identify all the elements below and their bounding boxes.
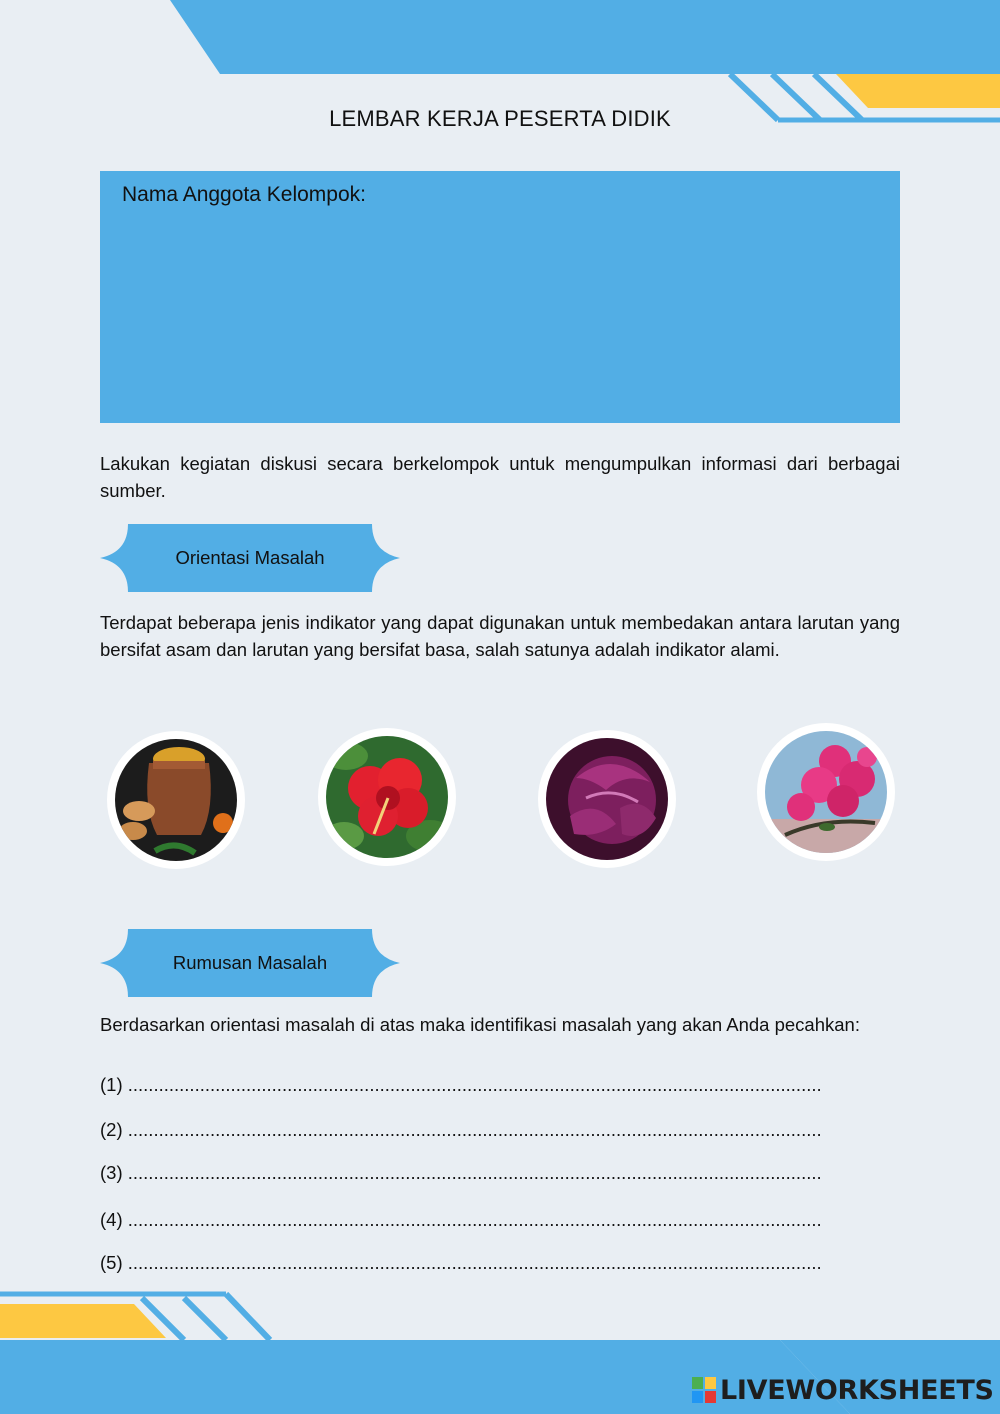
section-banner-rumusan: [100, 929, 400, 997]
section-banner-orientasi: [100, 524, 400, 592]
answer-line-4[interactable]: (4) .......................................................................................................................................: [100, 1209, 822, 1230]
section-title-orientasi: Orientasi Masalah: [175, 547, 325, 568]
red-cabbage-photo: [538, 730, 676, 868]
group-members-box[interactable]: [100, 171, 900, 423]
hibiscus-flower-photo: [318, 728, 456, 866]
bougainvillea-flower-photo: [757, 723, 895, 861]
answer-line-3[interactable]: (3) .......................................................................................................................................: [100, 1162, 822, 1183]
intro-text: Lakukan kegiatan diskusi secara berkelompok untuk mengumpulkan informasi dari berbagai sumber.: [100, 453, 900, 501]
turmeric-pot-photo: [107, 731, 245, 869]
orientasi-text: Terdapat beberapa jenis indikator yang dapat digunakan untuk membedakan antara larutan yang bersifat asam dan larutan yang bersifat basa, salah satunya adalah indikator alami.: [100, 612, 900, 660]
rumusan-text: Berdasarkan orientasi masalah di atas maka identifikasi masalah yang akan Anda pecahkan:: [100, 1014, 860, 1035]
group-members-label: Nama Anggota Kelompok:: [122, 183, 366, 206]
liveworksheets-logo[interactable]: [692, 1374, 994, 1406]
answer-line-1[interactable]: (1) .......................................................................................................................................: [100, 1074, 822, 1095]
answer-line-2[interactable]: (2) .......................................................................................................................................: [100, 1119, 822, 1140]
page-title: LEMBAR KERJA PESERTA DIDIK: [329, 106, 671, 131]
liveworksheets-logo-icon: [692, 1377, 716, 1403]
answer-line-5[interactable]: (5) .......................................................................................................................................: [100, 1252, 822, 1273]
section-title-rumusan: Rumusan Masalah: [172, 952, 328, 973]
liveworksheets-logo-text: LIVEWORKSHEETS: [720, 1374, 994, 1406]
